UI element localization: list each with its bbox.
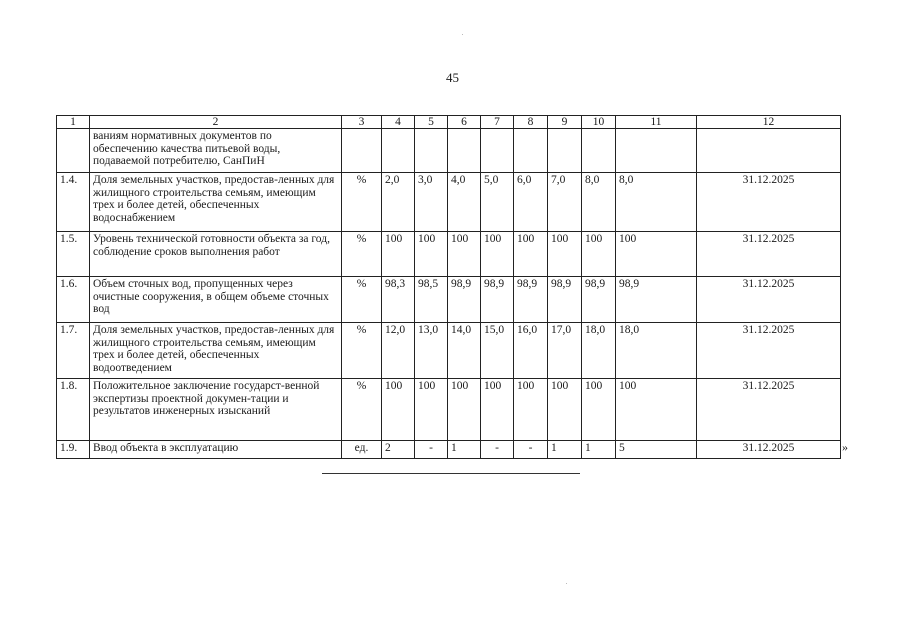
row-value: 100 [481, 379, 514, 441]
row-value: 17,0 [548, 323, 582, 379]
row-value: 16,0 [514, 323, 548, 379]
table-row [57, 379, 841, 441]
row-value [514, 129, 548, 173]
row-value: 98,9 [514, 277, 548, 323]
row-value [616, 129, 697, 173]
row-value: - [415, 441, 448, 459]
row-date [697, 129, 841, 173]
footer-rule [322, 473, 580, 474]
row-value: 100 [514, 379, 548, 441]
row-value: 2 [382, 441, 415, 459]
row-value: 100 [448, 379, 481, 441]
row-value [448, 129, 481, 173]
row-number [57, 129, 90, 173]
table-row [57, 129, 841, 173]
row-value: 18,0 [616, 323, 697, 379]
row-date: 31.12.2025 [697, 173, 841, 232]
row-value: 2,0 [382, 173, 415, 232]
row-value: 8,0 [616, 173, 697, 232]
header-cell: 7 [481, 116, 514, 129]
header-cell: 11 [616, 116, 697, 129]
row-value: 100 [548, 232, 582, 277]
scan-speck [566, 583, 567, 584]
row-value: 100 [582, 232, 616, 277]
row-date: 31.12.2025 [697, 232, 841, 277]
header-cell: 5 [415, 116, 448, 129]
row-value [415, 129, 448, 173]
row-value: 100 [616, 232, 697, 277]
row-unit: % [342, 323, 382, 379]
header-cell: 6 [448, 116, 481, 129]
row-description: Ввод объекта в эксплуатацию [90, 441, 342, 459]
row-description: Уровень технической готовности объекта за год, соблюдение сроков выполнения работ [90, 232, 342, 277]
row-value: 100 [582, 379, 616, 441]
row-value: 100 [616, 379, 697, 441]
row-description: Доля земельных участков, предостав-ленных для жилищного строительства семьям, имеющим трех и более детей, обеспеченных водоотведением [90, 323, 342, 379]
row-unit [342, 129, 382, 173]
row-description: Положительное заключение государст-венной экспертизы проектной докумен-тации и результатов инженерных изысканий [90, 379, 342, 441]
row-unit: % [342, 277, 382, 323]
row-number: 1.5. [57, 232, 90, 277]
table-row [57, 232, 841, 277]
header-cell: 3 [342, 116, 382, 129]
table-row [57, 323, 841, 379]
row-value: - [481, 441, 514, 459]
row-value: 8,0 [582, 173, 616, 232]
row-value: 15,0 [481, 323, 514, 379]
table-row [57, 277, 841, 323]
page-number: 45 [446, 70, 459, 85]
row-date: 31.12.2025 [697, 277, 841, 323]
row-value: 100 [382, 232, 415, 277]
header-cell: 8 [514, 116, 548, 129]
row-value [582, 129, 616, 173]
row-date: 31.12.2025 [697, 323, 841, 379]
row-value: 98,9 [616, 277, 697, 323]
closing-quote: » [842, 440, 848, 454]
header-cell: 2 [90, 116, 342, 129]
row-value: 98,9 [448, 277, 481, 323]
row-number: 1.6. [57, 277, 90, 323]
row-value: 100 [415, 232, 448, 277]
header-cell: 9 [548, 116, 582, 129]
row-value: 98,9 [548, 277, 582, 323]
table-header-row [57, 116, 841, 129]
table-row [57, 441, 841, 459]
row-value [481, 129, 514, 173]
row-value: 100 [382, 379, 415, 441]
row-value [382, 129, 415, 173]
row-value: 98,9 [481, 277, 514, 323]
header-cell: 10 [582, 116, 616, 129]
row-description: Доля земельных участков, предостав-ленных для жилищного строительства семьям, имеющим трех и более детей, обеспеченных водоснабжением [90, 173, 342, 232]
row-unit: % [342, 232, 382, 277]
row-value: 18,0 [582, 323, 616, 379]
row-value: 1 [582, 441, 616, 459]
row-value: 13,0 [415, 323, 448, 379]
row-number: 1.9. [57, 441, 90, 459]
row-unit: % [342, 173, 382, 232]
row-value: 98,3 [382, 277, 415, 323]
row-value: 7,0 [548, 173, 582, 232]
row-value: 5,0 [481, 173, 514, 232]
header-cell: 12 [697, 116, 841, 129]
table-row [57, 173, 841, 232]
row-value: 3,0 [415, 173, 448, 232]
row-value: 6,0 [514, 173, 548, 232]
row-date: 31.12.2025 [697, 441, 841, 459]
scan-speck [462, 34, 463, 35]
row-value: 98,5 [415, 277, 448, 323]
header-cell: 4 [382, 116, 415, 129]
row-value: 5 [616, 441, 697, 459]
row-value: 14,0 [448, 323, 481, 379]
row-value: 1 [448, 441, 481, 459]
indicators-table [56, 115, 841, 459]
row-number: 1.8. [57, 379, 90, 441]
row-number: 1.7. [57, 323, 90, 379]
row-value: 4,0 [448, 173, 481, 232]
row-value: 100 [415, 379, 448, 441]
row-value: - [514, 441, 548, 459]
row-number: 1.4. [57, 173, 90, 232]
row-value: 100 [514, 232, 548, 277]
header-cell: 1 [57, 116, 90, 129]
row-value: 100 [548, 379, 582, 441]
row-unit: % [342, 379, 382, 441]
row-unit: ед. [342, 441, 382, 459]
row-description: Объем сточных вод, пропущенных через очистные сооружения, в общем объеме сточных вод [90, 277, 342, 323]
row-value: 100 [448, 232, 481, 277]
row-value: 98,9 [582, 277, 616, 323]
row-value [548, 129, 582, 173]
row-date: 31.12.2025 [697, 379, 841, 441]
row-description: ваниям нормативных документов по обеспечению качества питьевой воды, подаваемой потребителю, СанПиН [90, 129, 342, 173]
row-value: 100 [481, 232, 514, 277]
row-value: 12,0 [382, 323, 415, 379]
row-value: 1 [548, 441, 582, 459]
